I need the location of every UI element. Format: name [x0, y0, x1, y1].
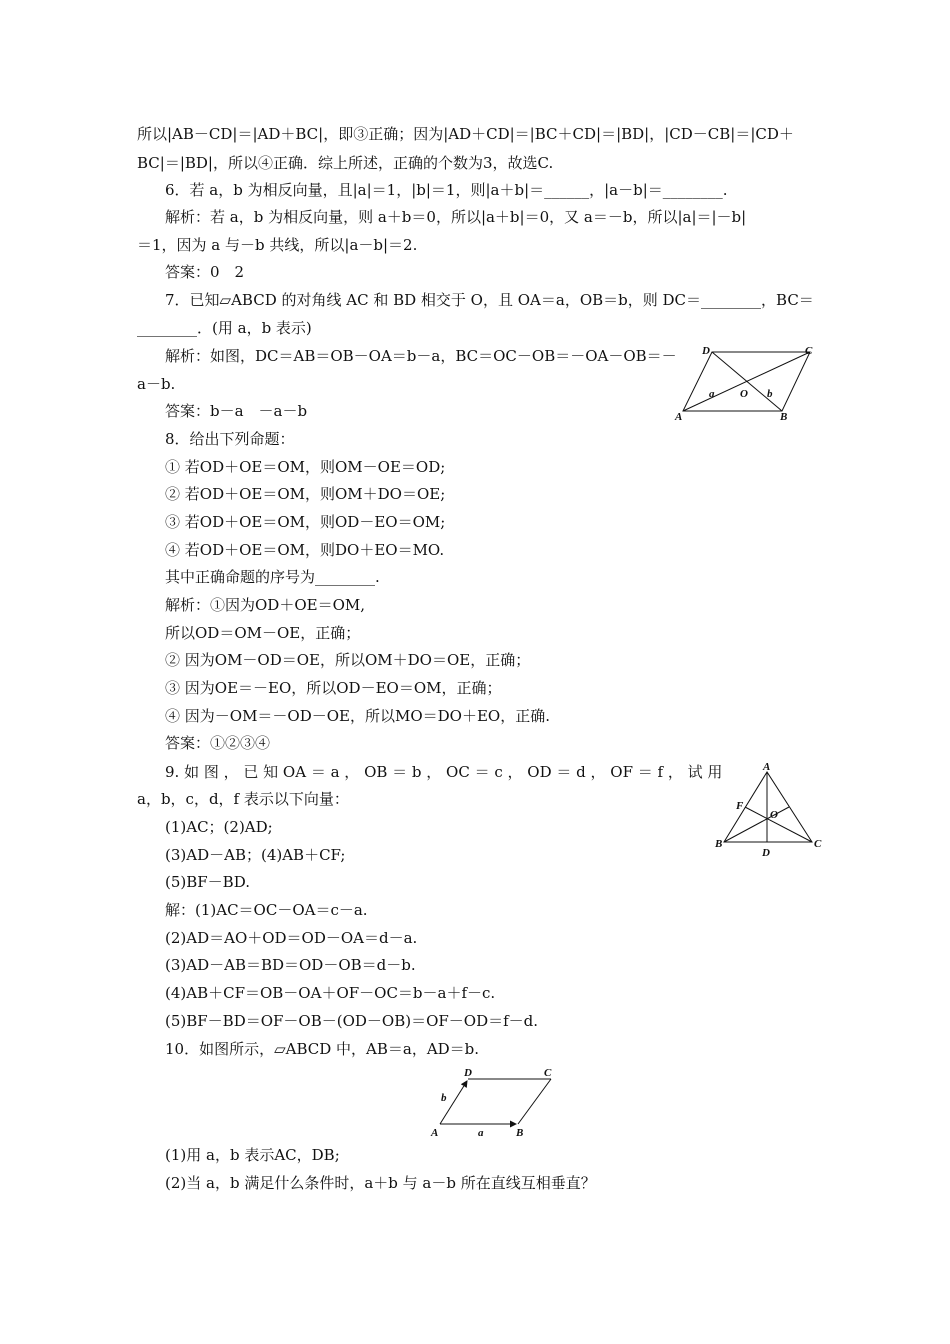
text-line: 所以OD＝OM－OE，正确；	[165, 624, 361, 642]
fig9-label: A	[763, 761, 771, 773]
text-line: (4)AB＋CF＝OB－OA＋OF－OC＝b－a＋f－c.	[165, 984, 496, 1002]
text-line: 6．若 a，b 为相反向量，且|a|＝1，|b|＝1，则|a＋b|＝______，|a－b|＝________.	[165, 181, 728, 199]
parallelogram-figure-10	[428, 1066, 558, 1142]
text-line: 所以|AB－CD|＝|AD＋BC|，即③正确；因为|AD＋CD|＝|BC＋CD|＝|BD|，|CD－CB|＝|CD＋	[137, 125, 794, 143]
text-line: (5)BF－BD＝OF－OB－(OD－OB)＝OF－OD＝f－d.	[165, 1012, 539, 1030]
fig7-label: A	[675, 411, 683, 423]
fig9-label: D	[762, 847, 770, 859]
text-line: 9. 如 图 ， 已 知 OA ＝ a ， OB ＝ b ， OC ＝ c ， OD ＝ d ， OF ＝ f ， 试 用	[165, 763, 723, 781]
text-line: (2)当 a，b 满足什么条件时，a＋b 与 a－b 所在直线互相垂直？	[165, 1174, 596, 1192]
text-line: 答案：0 2	[165, 263, 245, 281]
text-line: 其中正确命题的序号为________.	[165, 568, 380, 586]
text-line: (2)AD＝AO＋OD＝OD－OA＝d－a.	[165, 929, 418, 947]
text-line: (3)AD－AB＝BD＝OD－OB＝d－b.	[165, 956, 416, 974]
fig9-label: C	[814, 838, 822, 850]
text-line: ________．(用 a，b 表示)	[137, 319, 312, 337]
fig7-label: b	[767, 388, 773, 400]
text-line: ③ 若OD＋OE＝OM，则OD－EO＝OM;	[165, 513, 446, 531]
fig9-label: O	[770, 809, 778, 821]
triangle-figure-9	[712, 760, 824, 860]
text-line: ＝1，因为 a 与－b 共线，所以|a－b|＝2.	[137, 236, 418, 254]
text-line: 答案：b－a －a－b	[165, 402, 308, 420]
text-line: (1)用 a，b 表示AC，DB;	[165, 1146, 340, 1164]
fig10-label: B	[516, 1127, 524, 1139]
fig10-label: b	[441, 1092, 447, 1104]
text-line: 8．给出下列命题：	[165, 430, 295, 448]
fig7-label: C	[805, 345, 813, 357]
text-line: a，b，c，d，f 表示以下向量：	[137, 790, 349, 808]
text-line: BC|＝|BD|，所以④正确．综上所述，正确的个数为3，故选C.	[137, 154, 554, 172]
text-line: (1)AC；(2)AD;	[165, 818, 273, 836]
text-line: ② 因为OM－OD＝OE，所以OM＋DO＝OE，正确；	[165, 651, 531, 669]
text-line: ② 若OD＋OE＝OM，则OM＋DO＝OE;	[165, 485, 446, 503]
text-line: 解析：若 a，b 为相反向量，则 a＋b＝0，所以|a＋b|＝0，又 a＝－b，所以|a|＝|－b|	[165, 208, 747, 226]
text-line: 7．已知▱ABCD 的对角线 AC 和 BD 相交于 O，且 OA＝a，OB＝b，则 DC＝________，BC＝	[165, 291, 814, 309]
text-line: a－b.	[137, 375, 176, 393]
fig7-label: a	[709, 388, 715, 400]
fig10-label: C	[544, 1067, 552, 1079]
fig10-label: D	[464, 1067, 472, 1079]
text-line: (3)AD－AB；(4)AB＋CF;	[165, 846, 346, 864]
text-line: ④ 若OD＋OE＝OM，则DO＋EO＝MO.	[165, 541, 445, 559]
text-line: 答案：①②③④	[165, 734, 271, 752]
text-line: ① 若OD＋OE＝OM，则OM－OE＝OD;	[165, 458, 446, 476]
parallelogram-figure-7	[672, 342, 820, 424]
text-line: (5)BF－BD.	[165, 873, 250, 891]
text-line: 解析：①因为OD＋OE＝OM,	[165, 596, 365, 614]
fig10-label: A	[431, 1127, 439, 1139]
text-line: ④ 因为－OM＝－OD－OE，所以MO＝DO＋EO，正确.	[165, 707, 550, 725]
fig9-label: F	[736, 800, 744, 812]
fig7-label: O	[740, 388, 748, 400]
text-line: 解析：如图，DC＝AB＝OB－OA＝b－a，BC＝OC－OB＝－OA－OB＝－	[165, 347, 677, 365]
text-line: ③ 因为OE＝－EO，所以OD－EO＝OM，正确；	[165, 679, 502, 697]
fig7-label: B	[780, 411, 788, 423]
text-line: 解：(1)AC＝OC－OA＝c－a.	[165, 901, 368, 919]
fig10-label: a	[478, 1127, 484, 1139]
fig7-label: D	[702, 345, 710, 357]
text-line: 10．如图所示，▱ABCD 中，AB＝a，AD＝b.	[165, 1040, 480, 1058]
fig9-label: B	[715, 838, 723, 850]
